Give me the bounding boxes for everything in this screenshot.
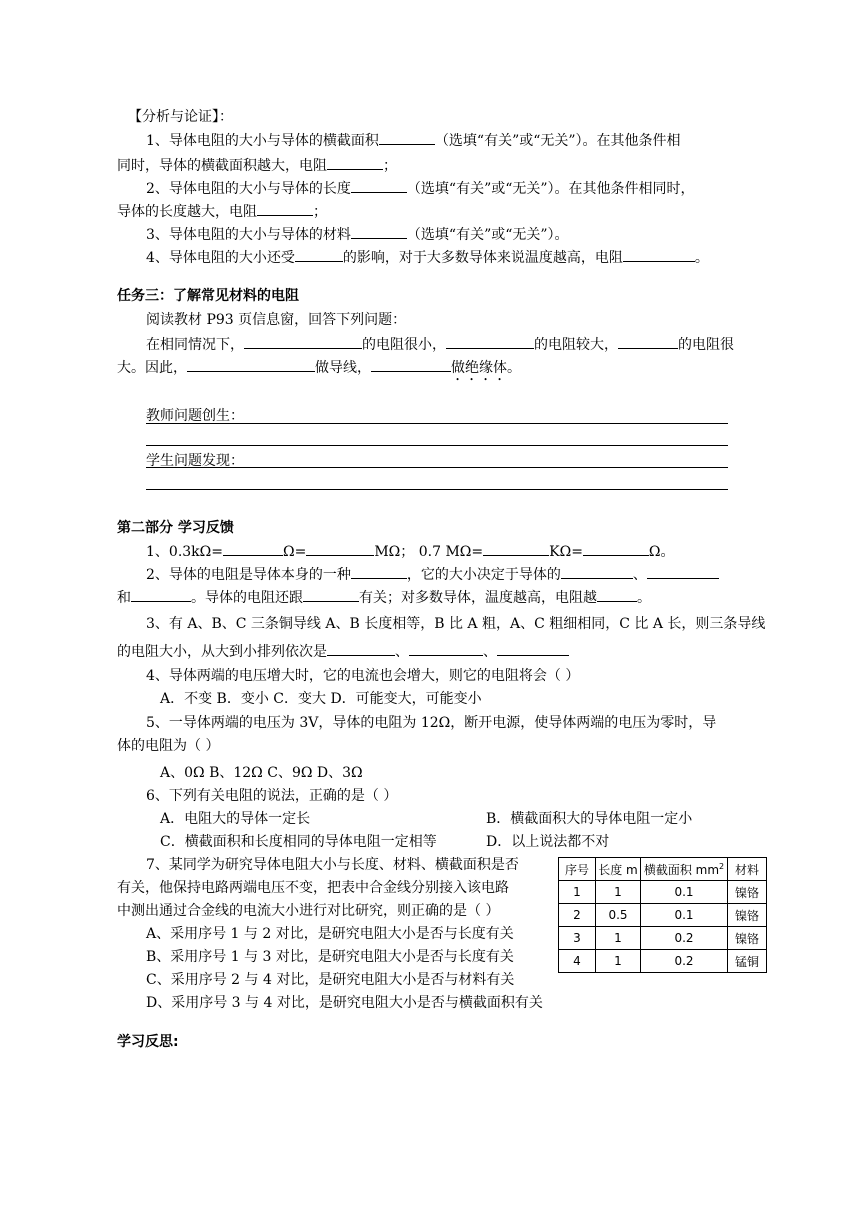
question-5-options: A、0Ω B、12Ω C、9Ω D、3Ω [160, 765, 363, 781]
question-6-option-d: D．以上说法都不对 [486, 834, 610, 850]
analysis-line-1-cont: 同时，导体的横截面积越大，电阻 ； [117, 155, 397, 176]
table-header-area: 横截面积 $mm^2$ [641, 858, 728, 881]
question-4: 4、导体两端的电压增大时，它的电流也会增大，则它的电阻将会（ ） [146, 668, 580, 684]
table-row [559, 927, 767, 950]
question-2: 2、导体的电阻是导体本身的一种 ，它的大小决定于导体的 、 [146, 564, 719, 585]
teacher-question-label: 教师问题创生： [146, 408, 244, 424]
task3-heading: 任务三：了解常见材料的电阻 [117, 288, 299, 304]
question-5: 5、一导体两端的电压为 3V，导体的电阻为 12Ω，断开电源，使导体两端的电压为零时，导 [146, 715, 717, 731]
table-header-material: 材料 [728, 858, 767, 881]
question-7-option-c: C、采用序号 2 与 4 对比，是研究电阻大小是否与材料有关 [146, 972, 515, 988]
student-question-label: 学生问题发现： [146, 453, 244, 469]
analysis-line-1: 1、导体电阻的大小与导体的横截面积 （选填“有关”或“无关”）。在其他条件相 [146, 130, 681, 151]
question-7-cont-2: 中测出通过合金线的电流大小进行对比研究，则正确的是（ ） [117, 903, 500, 919]
table-cell: 1 [596, 881, 641, 904]
table-row [559, 881, 767, 904]
table-cell: 镍铬 [728, 927, 767, 950]
table-row [559, 950, 767, 973]
question-6-option-c: C．横截面积和长度相同的导体电阻一定相等 [160, 834, 437, 850]
question-4-options: A．不变 B．变小 C．变大 D．可能变大，可能变小 [160, 691, 482, 707]
table-cell: 0.2 [641, 927, 728, 950]
analysis-heading: 【分析与论证】： [128, 109, 233, 125]
reflection-heading: 学习反思: [117, 1034, 179, 1050]
teacher-question-line-2[interactable] [146, 445, 728, 446]
table-header-length: 长度 m [596, 858, 641, 881]
wire-data-table [558, 857, 767, 973]
table-cell: 0.1 [641, 881, 728, 904]
task3-sentence-2: 大。因此， 做导线， 做绝缘体。 [117, 357, 521, 384]
table-cell: 4 [559, 950, 596, 973]
table-row [559, 904, 767, 927]
question-7-cont-1: 有关，他保持电路两端电压不变，把表中合金线分别接入该电路 [117, 880, 509, 896]
question-3-cont: 的电阻大小，从大到小排列依次是 、 、 [117, 641, 569, 662]
task3-read: 阅读教材 P93 页信息窗，回答下列问题： [146, 312, 407, 328]
table-cell: 镍铬 [728, 904, 767, 927]
table-cell: 0.1 [641, 904, 728, 927]
question-6-option-a: A．电阻大的导体一定长 [160, 811, 311, 827]
analysis-line-2: 2、导体电阻的大小与导体的长度 （选填“有关”或“无关”）。在其他条件相同时， [146, 178, 695, 199]
table-cell: 1 [596, 950, 641, 973]
table-cell: 0.5 [596, 904, 641, 927]
student-question-line-2[interactable] [146, 489, 728, 490]
table-cell: 3 [559, 927, 596, 950]
question-7: 7、某同学为研究导体电阻大小与长度、材料、横截面积是否 [146, 857, 519, 873]
table-cell: 2 [559, 904, 596, 927]
question-7-option-b: B、采用序号 1 与 3 对比，是研究电阻大小是否与长度有关 [146, 949, 514, 965]
table-cell: 0.2 [641, 950, 728, 973]
table-cell: 1 [559, 881, 596, 904]
analysis-line-4: 4、导体电阻的大小还受 的影响，对于大多数导体来说温度越高，电阻 。 [146, 247, 709, 268]
teacher-question-line-1[interactable] [146, 423, 728, 424]
table-cell: 1 [596, 927, 641, 950]
table-cell: 镍铬 [728, 881, 767, 904]
table-cell: 锰铜 [728, 950, 767, 973]
question-3: 3、有 A、B、C 三条铜导线 A、B 长度相等，B 比 A 粗，A、C 粗细相同，C 比 A 长，则三条导线 [146, 616, 766, 632]
student-question-line-1[interactable] [146, 467, 728, 468]
analysis-line-2-cont: 导体的长度越大，电阻 ； [117, 201, 327, 222]
table-header-row [559, 858, 767, 881]
question-1: 1、0.3kΩ= Ω= MΩ； 0.7 MΩ= KΩ= Ω。 [146, 541, 675, 562]
analysis-line-3: 3、导体电阻的大小与导体的材料 （选填“有关”或“无关”）。 [146, 224, 569, 245]
question-6-option-b: B．横截面积大的导体电阻一定小 [486, 811, 693, 827]
table-header-no: 序号 [559, 858, 596, 881]
task3-sentence-1: 在相同情况下， 的电阻很小， 的电阻较大， 的电阻很 [146, 334, 734, 355]
question-7-option-a: A、采用序号 1 与 2 对比，是研究电阻大小是否与长度有关 [146, 926, 514, 942]
question-7-option-d: D、采用序号 3 与 4 对比，是研究电阻大小是否与横截面积有关 [146, 995, 543, 1011]
question-5-cont: 体的电阻为（ ） [117, 738, 220, 754]
part2-heading: 第二部分 学习反馈 [117, 520, 234, 536]
question-6: 6、下列有关电阻的说法，正确的是（ ） [146, 788, 398, 804]
question-2-cont: 和 。导体的电阻还跟 有关；对多数导体，温度越高，电阻越 。 [117, 587, 651, 608]
